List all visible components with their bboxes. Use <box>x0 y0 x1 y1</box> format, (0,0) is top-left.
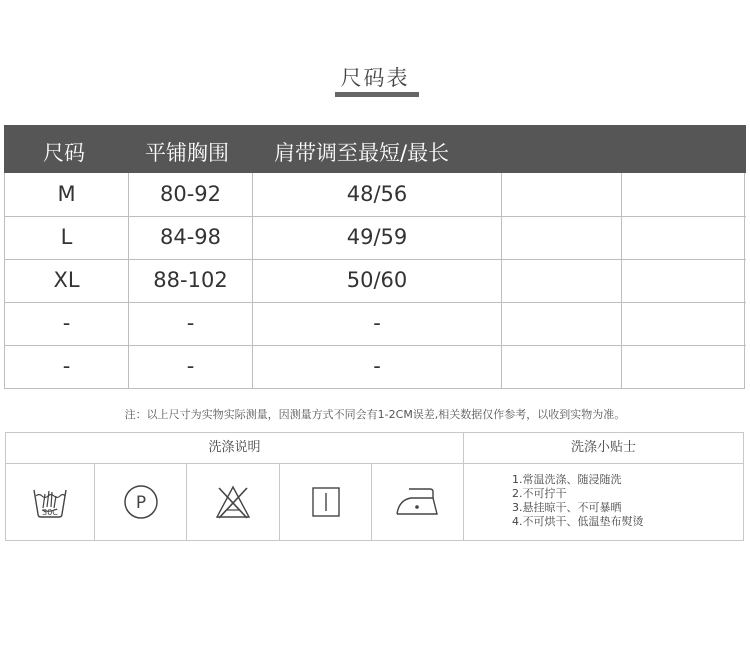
list-item: 4.不可烘干、低温垫布熨烫 <box>512 515 644 528</box>
table-cell: 48/56 <box>346 182 408 206</box>
header-chest: 平铺胸围 <box>145 141 229 165</box>
table-cell: 49/59 <box>346 225 408 249</box>
care-table <box>5 432 744 541</box>
size-table-body <box>4 173 745 389</box>
hand-wash-30c-icon <box>6 464 94 540</box>
page-title: 尺码表 <box>340 66 410 90</box>
table-cell: M <box>57 182 76 206</box>
table-cell: - <box>186 311 195 335</box>
do-not-bleach-icon <box>187 464 279 540</box>
table-cell: L <box>60 225 73 249</box>
table-cell: - <box>373 354 381 378</box>
list-item: 3.悬挂晾干、不可暴晒 <box>512 501 622 514</box>
wash-tips-header: 洗涤小贴士 <box>570 440 636 455</box>
table-cell: - <box>373 311 381 335</box>
table-cell: - <box>62 354 71 378</box>
wash-tips-list <box>512 473 644 529</box>
table-cell: - <box>186 354 195 378</box>
measurement-note: 注：以上尺寸为实物实际测量，因测量方式不同会有1-2CM误差,相关数据仅作参考，以收到实物为准。 <box>124 408 626 421</box>
list-item: 1.常温洗涤、随浸随洗 <box>512 473 622 486</box>
dry-clean-letter: P <box>135 493 146 513</box>
table-cell: 88-102 <box>153 268 228 292</box>
table-cell: 80-92 <box>159 182 222 206</box>
list-item: 2.不可拧干 <box>512 487 567 500</box>
hang-dry-icon <box>280 464 371 540</box>
dry-clean-p-icon <box>95 464 186 540</box>
header-strap: 肩带调至最短/最长 <box>274 141 450 165</box>
table-cell: 84-98 <box>159 225 222 249</box>
table-cell: XL <box>53 268 80 292</box>
table-cell: 50/60 <box>346 268 408 292</box>
header-size: 尺码 <box>43 141 85 165</box>
wash-temp-label: 30C <box>42 508 58 517</box>
wash-instructions-header: 洗涤说明 <box>208 440 261 455</box>
table-cell: - <box>62 311 71 335</box>
title-underline <box>335 92 419 97</box>
iron-low-icon <box>372 464 463 540</box>
size-table-header <box>4 125 746 173</box>
